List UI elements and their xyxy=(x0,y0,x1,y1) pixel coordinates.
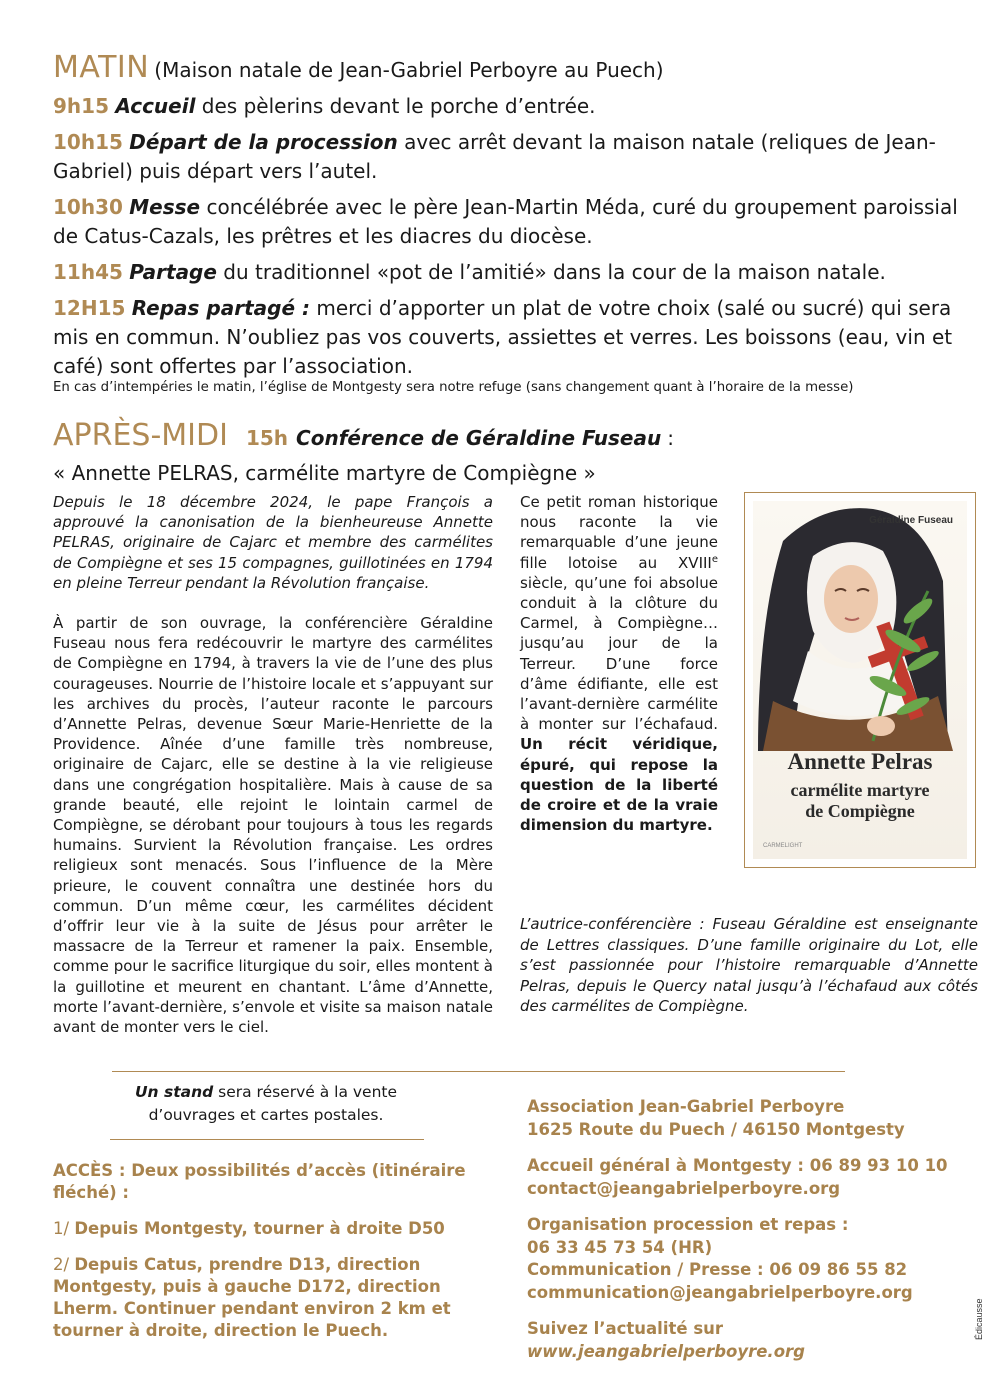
program-time: 11h45 xyxy=(53,260,123,284)
program-time: 9h15 xyxy=(53,94,109,118)
book-summary-text: Ce petit roman historique nous raconte la vie remarquable d’une jeune fille lotoise au XVIII xyxy=(520,493,718,572)
morning-location: (Maison natale de Jean-Gabriel Perboyre au Puech) xyxy=(154,58,664,82)
access-route xyxy=(53,1218,473,1240)
route-text: Depuis Catus, prendre D13, direction Montgesty, puis à gauche D172, direction Lherm. Continuer pendant environ 2 km et tourner à droite, direction le Puech. xyxy=(53,1255,451,1340)
article-body: À partir de son ouvrage, la conférencière Géraldine Fuseau nous fera redécouvrir le martyre des carmélites de Compiègne en 1794, à travers la vie de l’une des plus courageuses. Nourrie de l’histoire locale et s’appuyant sur les archives du procès, l’auteur raconte le parcours d’Annette Pelras, devenue Sœur Marie-Henriette de la Providence. Aînée d’une famille très nombreuse, originaire de Cajarc, elle se destine à la vie religieuse dans une congrégation hospitalière. Mais à cause de sa grande beauté, elle rejoint le lointain carmel de Compiègne, se dérobant pour toujours à tous les regards humains. Survient la Révolution française. Les ordres religieux sont menacés. Sous l’influence de la Mère prieure, le couvent connaîtra une destinée hors du commun. D’un même cœur, les carmélites décident d’offrir leur vie à la suite de Jésus pour arrêter le massacre de la Terreur et ramener la paix. Ensemble, comme pour le sacrifice liturgique du soir, elles montent à la guillotine et meurent en chantant. L’âme d’Annette, morte l’avant-dernière, s’envole et visite sa maison natale avant de monter vers le ciel. xyxy=(53,614,493,1037)
accueil-block xyxy=(527,1155,977,1200)
book-summary-highlight: Un récit véridique, épuré, qui repose la question de la liberté de croire et de la vraie dimension du martyre. xyxy=(520,735,718,835)
afternoon-title: APRÈS-MIDI xyxy=(53,418,228,453)
conference-subject: « Annette PELRAS, carmélite martyre de Compiègne » xyxy=(53,461,596,485)
conference-time: 15h xyxy=(245,426,289,450)
organisation-block xyxy=(527,1214,977,1304)
weather-note: En cas d’intempéries le matin, l’église de Montgesty sera notre refuge (sans changement quant à l’horaire de la messe) xyxy=(53,380,854,395)
follow-block xyxy=(527,1318,977,1363)
book-summary xyxy=(520,492,718,835)
morning-section xyxy=(53,50,973,381)
publisher-logo: CARMELIGHT xyxy=(763,843,803,849)
afternoon-section xyxy=(53,418,973,485)
stand-text: sera réservé à la vente d’ouvrages et cartes postales. xyxy=(148,1083,398,1124)
book-summary-text-cont: siècle, qu’une foi absolue conduit à la clôture du Carmel, à Compiègne… jusqu’au jour de la Terreur. D’une force d’âme édifiante, elle est l’avant-dernière carmélite à monter sur l’échafaud. xyxy=(520,573,718,734)
program-keyword: Repas partagé : xyxy=(131,296,310,320)
website-link[interactable]: www.jeangabrielperboyre.org xyxy=(527,1341,805,1361)
afternoon-header xyxy=(53,418,973,453)
conference-colon: : xyxy=(667,426,674,450)
program-keyword: Accueil xyxy=(115,94,196,118)
program-item xyxy=(53,92,973,121)
stand-keyword: Un stand xyxy=(134,1083,214,1101)
association-block xyxy=(527,1096,977,1141)
program-text: concélébrée avec le père Jean-Martin Méda, curé du groupement paroissial de Catus-Cazals, les prêtres et les diacres du diocèse. xyxy=(53,195,958,248)
access-info xyxy=(53,1160,473,1356)
conference-title: Conférence de Géraldine Fuseau xyxy=(296,426,662,450)
program-keyword: Partage xyxy=(129,260,217,284)
morning-header xyxy=(53,50,973,85)
book-author: Géraldine Fuseau xyxy=(869,515,953,526)
accueil-phone: Accueil général à Montgesty : 06 89 93 10 10 xyxy=(527,1156,948,1175)
book-subtitle: de Compiègne xyxy=(805,801,915,821)
program-text: avec arrêt devant la maison natale (reliques de Jean-Gabriel) puis départ vers l’autel. xyxy=(53,130,936,183)
century-superscript: e xyxy=(711,553,718,565)
accueil-email[interactable]: contact@jeangabrielperboyre.org xyxy=(527,1178,841,1198)
organisation-label: Organisation procession et repas : xyxy=(527,1215,849,1234)
program-time: 10h15 xyxy=(53,130,123,154)
book-cover-art xyxy=(753,501,967,859)
program-item xyxy=(53,128,973,186)
access-route xyxy=(53,1254,473,1342)
article-left-column xyxy=(53,492,493,1057)
stand-divider xyxy=(110,1139,424,1140)
printer-credit: Édicausse xyxy=(974,1298,984,1340)
book-cover xyxy=(744,492,976,868)
book-subtitle: carmélite martyre xyxy=(790,780,930,800)
program-item xyxy=(53,193,973,251)
follow-label: Suivez l’actualité sur xyxy=(527,1319,724,1338)
communication-phone: Communication / Presse : 06 09 86 55 82 xyxy=(527,1260,908,1279)
program-item xyxy=(53,294,973,381)
program-time: 12H15 xyxy=(53,296,126,320)
access-title: ACCÈS : Deux possibilités d’accès (itinéraire fléché) : xyxy=(53,1161,466,1202)
morning-title: MATIN xyxy=(53,50,150,85)
program-text: du traditionnel «pot de l’amitié» dans la cour de la maison natale. xyxy=(216,260,886,284)
author-bio: L’autrice-conférencière : Fuseau Géraldine est enseignante de Lettres classiques. D’une famille originaire du Lot, elle s’est passionnée pour l’histoire remarquable d’Annette Pelras, depuis le Quercy natal jusqu’à l’échafaud aux côtés des carmélites de Compiègne. xyxy=(520,915,978,1015)
program-time: 10h30 xyxy=(53,195,123,219)
organisation-phone: 06 33 45 73 54 (HR) xyxy=(527,1237,713,1257)
route-number: 1/ xyxy=(53,1219,75,1238)
program-keyword: Messe xyxy=(129,195,201,219)
article-intro: Depuis le 18 décembre 2024, le pape François a approuvé la canonisation de la bienheureuse Annette PELRAS, originaire de Cajarc et membre des carmélites de Compiègne et ses 15 compagnes, guillotinées en 1794 en pleine Terreur pendant la Révolution française. xyxy=(53,493,493,592)
communication-email[interactable]: communication@jeangabrielperboyre.org xyxy=(527,1282,913,1302)
program-text: merci d’apporter un plat de votre choix (salé ou sucré) qui sera mis en commun. N’oubliez pas vos couverts, assiettes et verres. Les boissons (eau, vin et café) sont offertes par l’association. xyxy=(53,296,953,378)
association-name: Association Jean-Gabriel Perboyre xyxy=(527,1097,845,1116)
program-keyword: Départ de la procession xyxy=(129,130,398,154)
section-divider xyxy=(112,1071,845,1072)
stand-notice xyxy=(110,1081,422,1127)
program-item xyxy=(53,258,973,287)
book-title: Annette Pelras xyxy=(787,749,933,774)
route-text: Depuis Montgesty, tourner à droite D50 xyxy=(74,1219,445,1238)
contact-info xyxy=(527,1096,977,1377)
route-number: 2/ xyxy=(53,1255,75,1274)
association-address: 1625 Route du Puech / 46150 Montgesty xyxy=(527,1119,905,1139)
program-text: des pèlerins devant le porche d’entrée. xyxy=(195,94,596,118)
